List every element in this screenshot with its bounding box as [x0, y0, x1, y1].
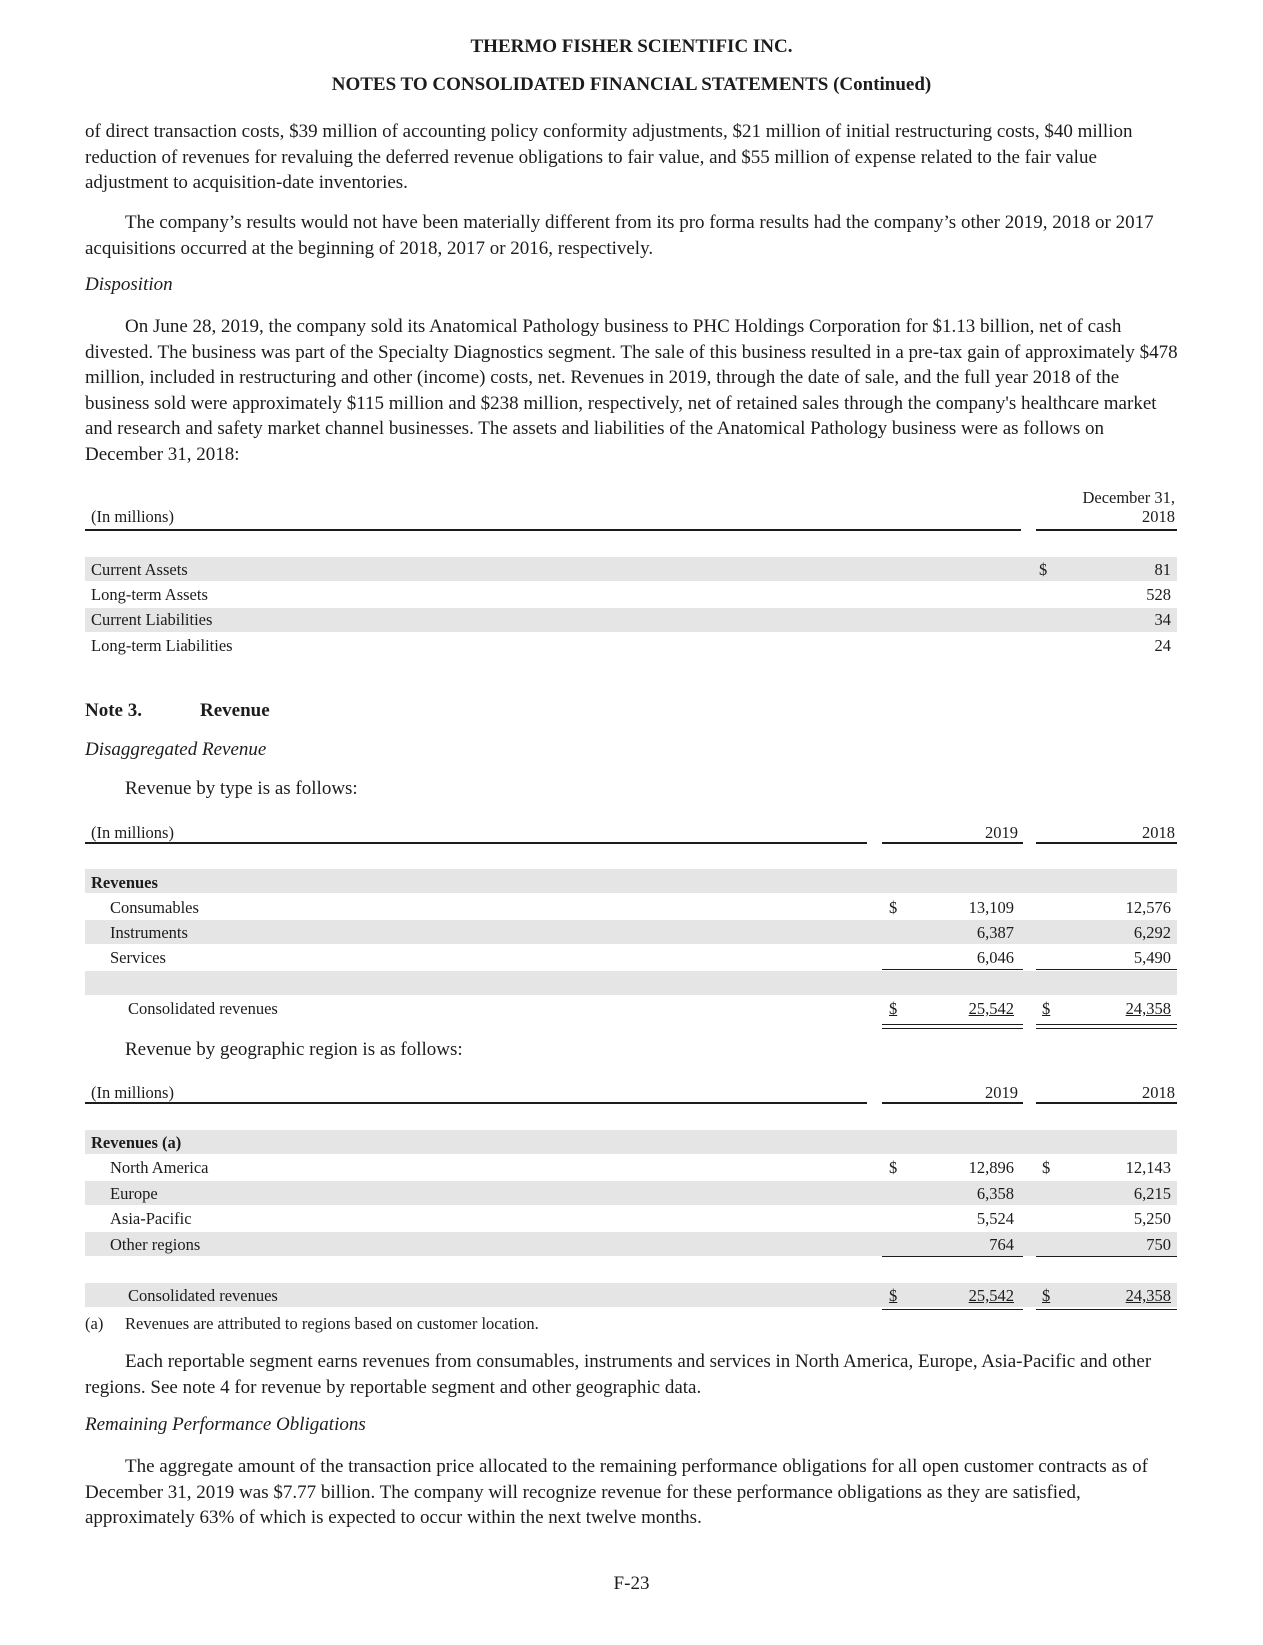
column-2018: 2018	[1142, 823, 1175, 842]
double-rule-2018	[1036, 1309, 1177, 1310]
row-label: Long-term Assets	[91, 585, 208, 604]
total-2019: 25,542	[968, 999, 1014, 1018]
subtotal-rule-2019	[882, 969, 1023, 970]
header-rule	[85, 842, 867, 844]
row-label: Current Liabilities	[91, 610, 213, 629]
value-2019: 6,046	[976, 948, 1014, 967]
value-2019: 764	[989, 1235, 1014, 1254]
note-number: Note 3.	[85, 700, 142, 721]
value-2018: 6,292	[1133, 923, 1171, 942]
dollar-sign: $	[1042, 999, 1051, 1018]
header-rule-2019	[882, 842, 1023, 844]
dollar-sign: $	[1039, 560, 1048, 579]
value-2018: 6,215	[1133, 1184, 1171, 1203]
row-label: Europe	[110, 1184, 158, 1203]
total-2018: 24,358	[1125, 999, 1171, 1018]
page-number: F-23	[613, 1573, 650, 1594]
value-2018: 750	[1146, 1235, 1171, 1254]
by-region-intro: Revenue by geographic region is as follows:	[125, 1039, 463, 1060]
row-value: 34	[1154, 610, 1171, 629]
dollar-sign: $	[889, 898, 898, 917]
row-value: 528	[1146, 585, 1171, 604]
subtotal-rule-2018	[1036, 969, 1177, 970]
row-value: 81	[1154, 560, 1171, 579]
double-rule-2019	[882, 1309, 1023, 1310]
dollar-sign: $	[1042, 1158, 1051, 1177]
disposition-paragraph: On June 28, 2019, the company sold its Anatomical Pathology business to PHC Holdings Corporation for $1.13 billion, net of cash divested. The business was part of the Specialty Diagnostics segment. The sale of this business resulted in a pre-tax gain of approximately $478 million, included in restructuring and other (income) costs, net. Revenues in 2019, through the date of sale, and the full year 2018 of the business sold were approximately $115 million and $238 million, respectively, net of retained sales through the company's healthcare market and research and safety market channel businesses. The assets and liabilities of the Anatomical Pathology business were as follows on December 31, 2018:	[85, 316, 1178, 465]
dollar-sign: $	[889, 1286, 898, 1305]
column-2019: 2019	[985, 1083, 1018, 1102]
header-rule-value	[1036, 529, 1177, 531]
total-label: Consolidated revenues	[128, 999, 278, 1018]
dollar-sign: $	[1042, 1286, 1051, 1305]
double-rule-2018	[1036, 1028, 1177, 1029]
row-label: Consumables	[110, 898, 199, 917]
row-band	[85, 608, 1177, 632]
column-header-line1: December 31,	[1082, 488, 1175, 507]
row-label: Asia-Pacific	[110, 1209, 192, 1228]
double-rule-2018	[1036, 1024, 1177, 1025]
value-2018: 5,250	[1133, 1209, 1171, 1228]
row-band	[85, 869, 1177, 893]
value-2019: 5,524	[976, 1209, 1014, 1228]
total-label: Consolidated revenues	[128, 1286, 278, 1305]
double-rule-2019	[882, 1028, 1023, 1029]
column-header-line2: 2018	[1142, 507, 1175, 526]
value-2018: 12,143	[1125, 1158, 1171, 1177]
pro-forma-paragraph: The company’s results would not have been materially different from its pro forma results had the company’s other 2019, 2018 or 2017 acquisitions occurred at the beginning of 2018, 2017 or 2016, respectively.	[85, 212, 1154, 259]
footnote-marker: (a)	[85, 1314, 104, 1333]
disposition-heading: Disposition	[85, 274, 173, 295]
header-rule	[85, 529, 1021, 531]
header-rule-2019	[882, 1102, 1023, 1104]
company-name: THERMO FISHER SCIENTIFIC INC.	[470, 36, 793, 57]
disaggregated-heading: Disaggregated Revenue	[85, 739, 267, 760]
segment-paragraph: Each reportable segment earns revenues from consumables, instruments and services in North America, Europe, Asia-Pacific and other regions. See note 4 for revenue by reportable segment and other geographic data.	[85, 1351, 1152, 1398]
column-2018: 2018	[1142, 1083, 1175, 1102]
by-type-intro: Revenue by type is as follows:	[125, 778, 358, 799]
row-band	[85, 971, 1177, 995]
value-2018: 5,490	[1133, 948, 1171, 967]
row-label: Services	[110, 948, 166, 967]
rpo-heading: Remaining Performance Obligations	[85, 1414, 366, 1435]
unit-label: (In millions)	[91, 507, 174, 526]
header-rule	[85, 1102, 867, 1104]
value-2019: 13,109	[968, 898, 1014, 917]
rpo-paragraph: The aggregate amount of the transaction price allocated to the remaining performance obligations for all open customer contracts as of December 31, 2019 was $7.77 billion. The company will recognize revenue for these performance obligations as they are satisfied, approximately 63% of which is expected to occur within the next twelve months.	[85, 1456, 1148, 1528]
total-2018: 24,358	[1125, 1286, 1171, 1305]
row-value: 24	[1154, 636, 1171, 655]
unit-label: (In millions)	[91, 823, 174, 842]
row-label: Instruments	[110, 923, 188, 942]
double-rule-2019	[882, 1024, 1023, 1025]
unit-label: (In millions)	[91, 1083, 174, 1102]
subtotal-rule-2019	[882, 1256, 1023, 1257]
subtotal-rule-2018	[1036, 1256, 1177, 1257]
footnote-text: Revenues are attributed to regions based on customer location.	[125, 1314, 539, 1333]
value-2019: 6,387	[976, 923, 1014, 942]
intro-paragraph: of direct transaction costs, $39 million of accounting policy conformity adjustments, $21 million of initial restructuring costs, $40 million reduction of revenues for revaluing the deferred revenue obligations to fair value, and $55 million of expense related to the fair value adjustment to acquisition-date inventories.	[85, 121, 1133, 193]
page-subtitle: NOTES TO CONSOLIDATED FINANCIAL STATEMENTS (Continued)	[331, 74, 932, 95]
row-band	[85, 557, 1177, 581]
value-2018: 12,576	[1125, 898, 1171, 917]
row-label: Long-term Liabilities	[91, 636, 233, 655]
dollar-sign: $	[889, 1158, 898, 1177]
value-2019: 6,358	[976, 1184, 1014, 1203]
value-2019: 12,896	[968, 1158, 1014, 1177]
row-label: North America	[110, 1158, 209, 1177]
column-2019: 2019	[985, 823, 1018, 842]
note-title: Revenue	[200, 700, 270, 721]
section-label: Revenues	[91, 873, 158, 892]
header-rule-2018	[1036, 1102, 1177, 1104]
header-rule-2018	[1036, 842, 1177, 844]
row-label: Current Assets	[91, 560, 188, 579]
dollar-sign: $	[889, 999, 898, 1018]
row-label: Other regions	[110, 1235, 201, 1254]
total-2019: 25,542	[968, 1286, 1014, 1305]
row-band	[85, 1130, 1177, 1154]
section-label: Revenues (a)	[91, 1133, 182, 1152]
